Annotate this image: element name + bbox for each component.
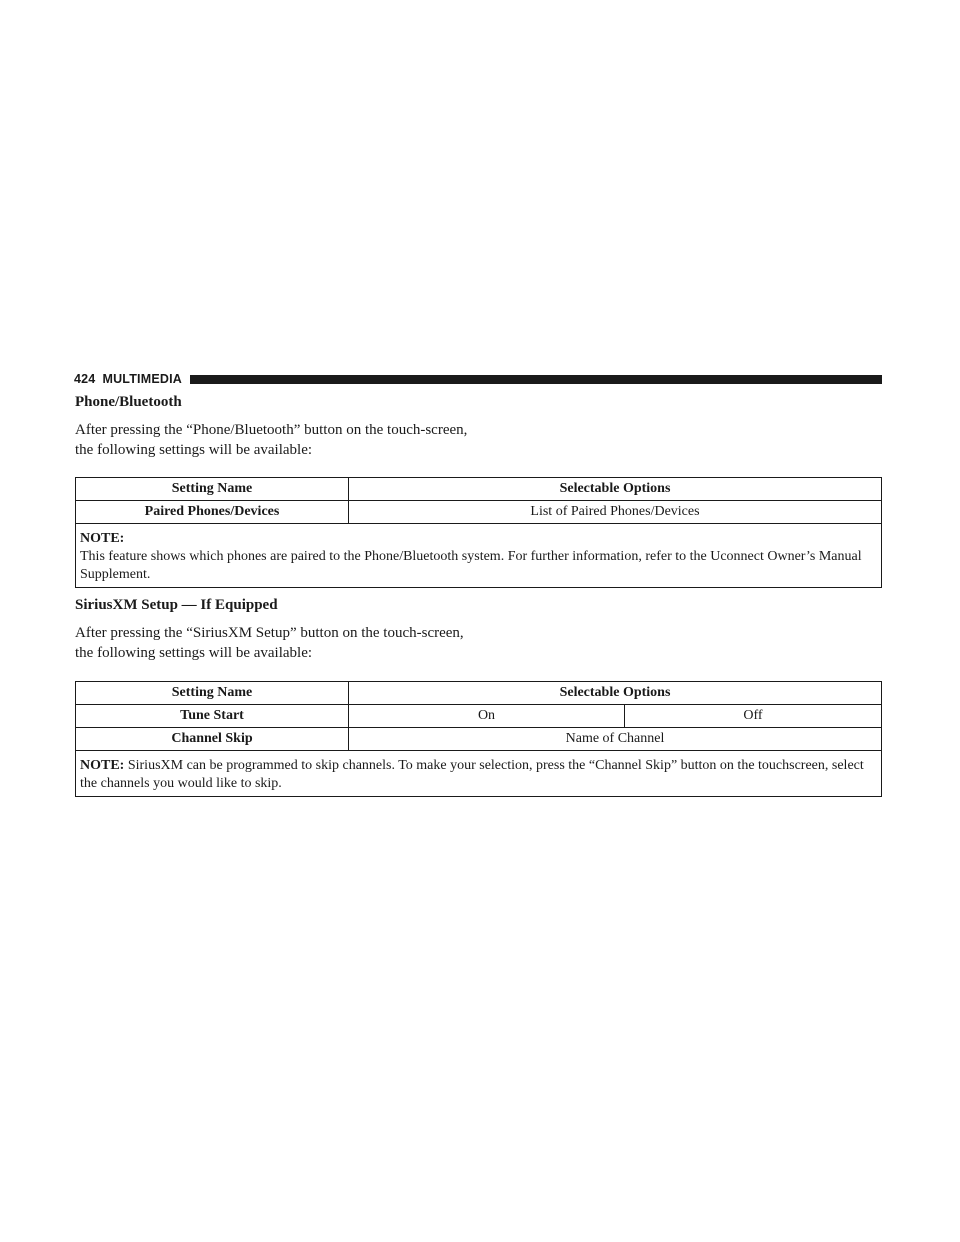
setting-option-cell: Name of Channel	[349, 728, 882, 751]
heading-siriusxm-setup: SiriusXM Setup — If Equipped	[75, 597, 278, 613]
note-label: NOTE:	[80, 758, 125, 773]
note-label: NOTE:	[80, 531, 125, 546]
table-header-row	[76, 478, 882, 501]
heading-phone-bluetooth: Phone/Bluetooth	[75, 394, 182, 410]
page-content	[75, 392, 882, 797]
setting-name-cell: Channel Skip	[76, 728, 349, 751]
setting-option-cell: Off	[625, 705, 882, 728]
section-name: MULTIMEDIA	[102, 372, 183, 386]
page-number: 424	[74, 372, 96, 386]
intro-phone-bluetooth: After pressing the “Phone/Bluetooth” button on the touch-screen, the following settings will be available:	[75, 422, 468, 458]
siriusxm-settings-table	[75, 681, 882, 797]
note-row	[76, 524, 882, 588]
header-rule	[190, 375, 882, 384]
note-text: This feature shows which phones are paired to the Phone/Bluetooth system. For further information, refer to the Uconnect Owner’s Manual Supplement.	[80, 549, 862, 582]
column-header-selectable-options: Selectable Options	[349, 682, 882, 705]
table-row	[76, 705, 882, 728]
table-header-row	[76, 682, 882, 705]
setting-option-cell: On	[349, 705, 625, 728]
setting-name-cell: Paired Phones/Devices	[76, 501, 349, 524]
note-row	[76, 751, 882, 797]
table-row	[76, 501, 882, 524]
note-cell	[76, 751, 882, 797]
column-header-setting-name: Setting Name	[76, 682, 349, 705]
column-header-selectable-options: Selectable Options	[349, 478, 882, 501]
note-cell	[76, 524, 882, 588]
phone-bluetooth-settings-table	[75, 477, 882, 588]
column-header-setting-name: Setting Name	[76, 478, 349, 501]
intro-siriusxm-setup: After pressing the “SiriusXM Setup” button on the touch-screen, the following settings will be available:	[75, 625, 464, 661]
setting-name-cell: Tune Start	[76, 705, 349, 728]
table-row	[76, 728, 882, 751]
note-text: SiriusXM can be programmed to skip channels. To make your selection, press the “Channel Skip” button on the touchscreen, select the channels you would like to skip.	[80, 758, 864, 791]
page-header	[74, 372, 882, 386]
setting-option-cell: List of Paired Phones/Devices	[349, 501, 882, 524]
